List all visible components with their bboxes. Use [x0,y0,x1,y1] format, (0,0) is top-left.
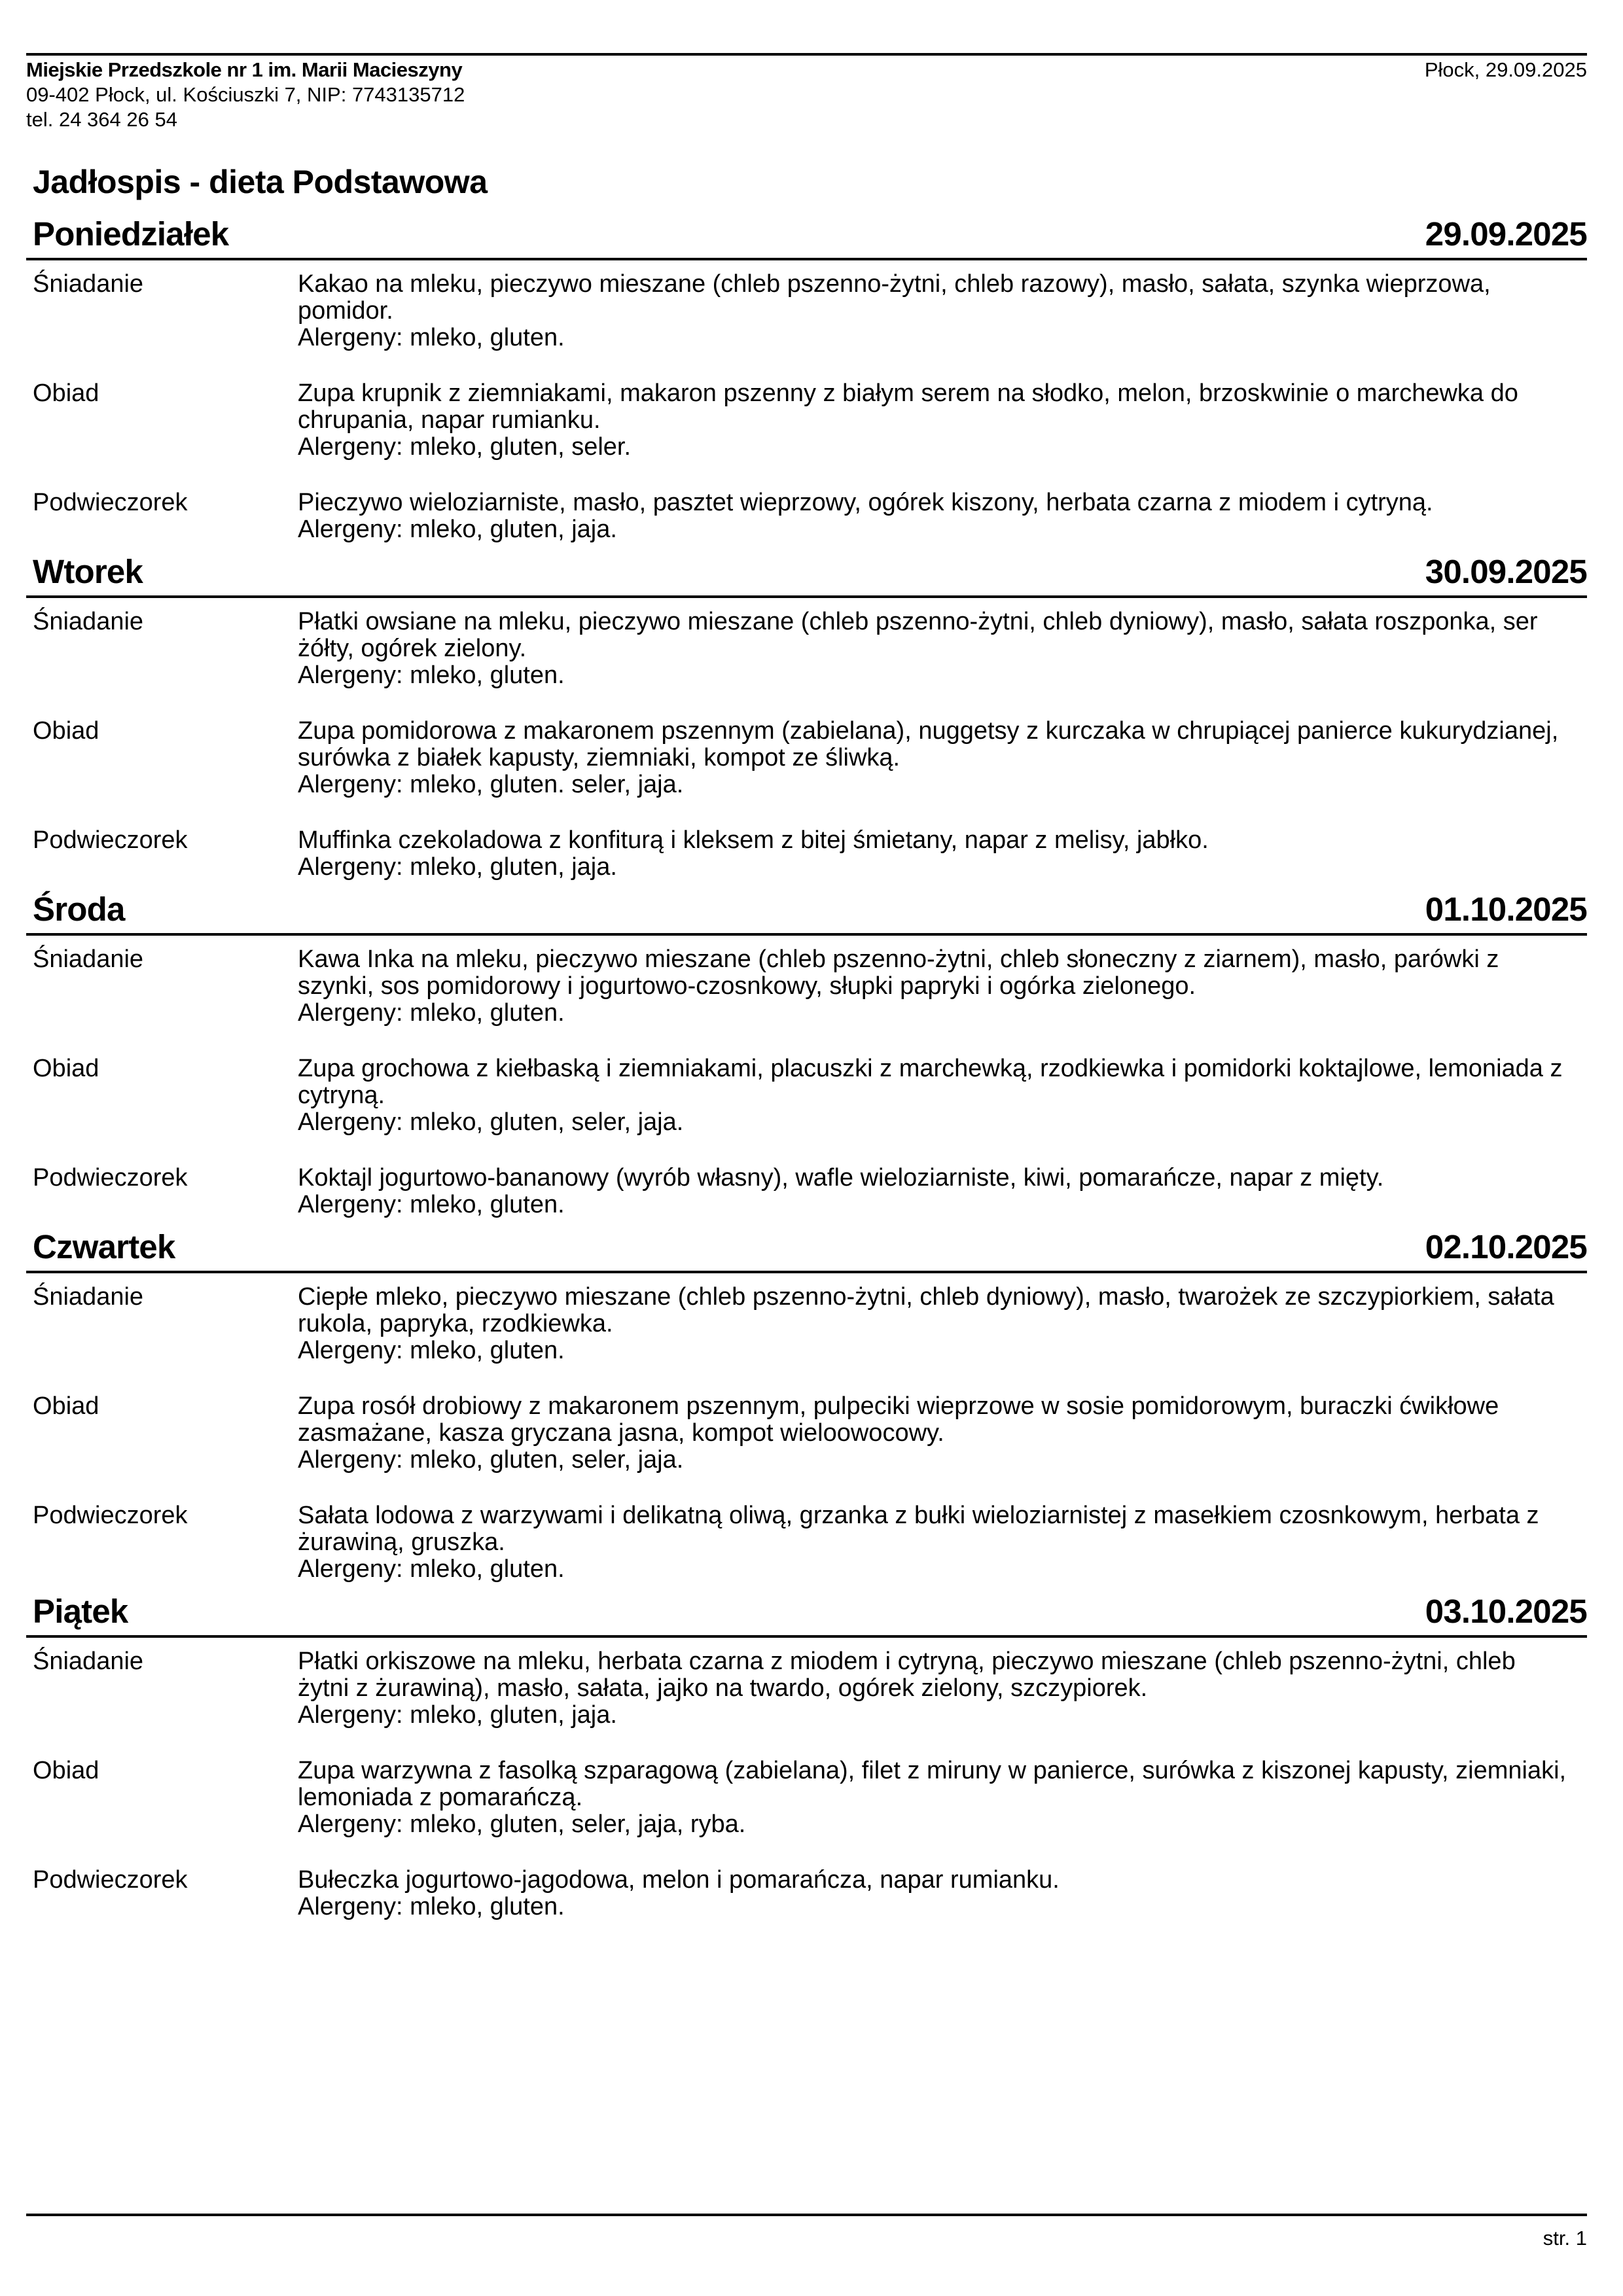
meal-body [298,1390,1587,1474]
meal-body [298,1646,1587,1729]
page-number: str. 1 [1543,2227,1587,2250]
meal-row [33,715,1587,798]
meal-allergens: Alergeny: mleko, gluten. [298,999,565,1027]
meal-label: Śniadanie [33,608,144,635]
day-date: 01.10.2025 [1425,891,1587,928]
meal-description: Kakao na mleku, pieczywo mieszane (chleb pszenno-żytni, chleb razowy), masło, sałata, szynka wieprzowa, pomidor. [298,270,1491,325]
meal-allergens: Alergeny: mleko, gluten, jaja. [298,1701,617,1729]
day-heading [26,551,1587,598]
meal-allergens: Alergeny: mleko, gluten. [298,662,565,689]
meal-allergens: Alergeny: mleko, gluten, seler, jaja, ryba. [298,1810,746,1838]
weekly-menu [33,213,1587,1928]
meal-label: Obiad [33,717,99,745]
meal-allergens: Alergeny: mleko, gluten. [298,1555,565,1583]
day-section [33,1226,1587,1583]
meal-description: Muffinka czekoladowa z konfiturą i kleksem z bitej śmietany, napar z melisy, jabłko. [298,826,1209,854]
meal-list [33,936,1587,1218]
meal-row [33,1500,1587,1583]
day-name: Środa [33,891,125,928]
meal-list [33,598,1587,881]
meal-description: Bułeczka jogurtowo-jagodowa, melon i pomarańcza, napar rumianku. [298,1866,1060,1894]
meal-row [33,378,1587,461]
meal-body [298,378,1587,461]
meal-row [33,1162,1587,1218]
meal-allergens: Alergeny: mleko, gluten, seler, jaja. [298,1108,684,1136]
day-name: Poniedziałek [33,215,229,253]
meal-allergens: Alergeny: mleko, gluten, jaja. [298,516,617,543]
meal-row [33,944,1587,1027]
meal-body [298,1500,1587,1583]
day-date: 02.10.2025 [1425,1228,1587,1265]
meal-row [33,487,1587,543]
meal-label: Obiad [33,380,99,407]
day-section [33,551,1587,881]
meal-allergens: Alergeny: mleko, gluten, jaja. [298,853,617,881]
header-divider [26,53,1587,56]
meal-body [298,1755,1587,1838]
meal-description: Sałata lodowa z warzywami i delikatną oliwą, grzanka z bułki wieloziarnistej z masełkiem czosnkowym, herbata z żurawiną, gruszka. [298,1502,1539,1556]
day-heading [26,213,1587,260]
day-name: Wtorek [33,553,143,590]
meal-list [33,1638,1587,1920]
day-heading [26,1591,1587,1638]
meal-description: Zupa warzywna z fasolką szparagową (zabielana), filet z miruny w panierce, surówka z kiszonej kapusty, ziemniaki, lemoniada z pomarańczą. [298,1757,1567,1811]
meal-description: Zupa rosół drobiowy z makaronem pszennym, pulpeciki wieprzowe w sosie pomidorowym, buraczki ćwikłowe zasmażane, kasza gryczana jasna, kompot wieloowocowy. [298,1392,1499,1447]
institution-header [26,58,465,132]
meal-body [298,1162,1587,1218]
meal-description: Zupa pomidorowa z makaronem pszennym (zabielana), nuggetsy z kurczaka w chrupiącej panierce kukurydzianej, surówka z białek kapusty, ziemniaki, kompot ze śliwką. [298,717,1559,771]
meal-label: Obiad [33,1055,99,1082]
document-title: Jadłospis - dieta Podstawowa [33,164,488,200]
meal-description: Zupa krupnik z ziemniakami, makaron pszenny z białym serem na słodko, melon, brzoskwinie o marchewka do chrupania, napar rumianku. [298,380,1518,434]
meal-allergens: Alergeny: mleko, gluten. [298,1191,565,1218]
day-date: 29.09.2025 [1425,215,1587,253]
meal-body [298,944,1587,1027]
meal-label: Podwieczorek [33,826,188,854]
meal-allergens: Alergeny: mleko, gluten. [298,1337,565,1364]
footer-divider [26,2214,1587,2216]
meal-body [298,824,1587,881]
institution-phone: tel. 24 364 26 54 [26,108,177,131]
day-heading [26,1226,1587,1273]
meal-label: Podwieczorek [33,1866,188,1894]
meal-allergens: Alergeny: mleko, gluten, seler. [298,433,632,461]
meal-description: Zupa grochowa z kiełbaską i ziemniakami, placuszki z marchewką, rzodkiewka i pomidorki koktajlowe, lemoniada z cytryną. [298,1055,1563,1109]
day-name: Czwartek [33,1228,175,1265]
meal-description: Ciepłe mleko, pieczywo mieszane (chleb pszenno-żytni, chleb dyniowy), masło, twarożek ze szczypiorkiem, sałata rukola, papryka, rzodkiewka. [298,1283,1554,1337]
meal-label: Podwieczorek [33,489,188,516]
day-section [33,1591,1587,1920]
document-place-date: Płock, 29.09.2025 [1424,58,1587,81]
meal-description: Płatki owsiane na mleku, pieczywo mieszane (chleb pszenno-żytni, chleb dyniowy), masło, sałata roszponka, ser żółty, ogórek zielony. [298,608,1538,662]
meal-body [298,268,1587,351]
meal-body [298,1281,1587,1364]
meal-row [33,1281,1587,1364]
meal-row [33,1646,1587,1729]
meal-label: Śniadanie [33,1648,144,1675]
meal-label: Śniadanie [33,945,144,973]
meal-row [33,824,1587,881]
meal-body [298,715,1587,798]
day-date: 03.10.2025 [1425,1593,1587,1630]
meal-description: Kawa Inka na mleku, pieczywo mieszane (chleb pszenno-żytni, chleb słoneczny z ziarnem), masło, parówki z szynki, sos pomidorowy i jogurtowo-czosnkowy, słupki papryki i ogórka zielonego. [298,945,1499,1000]
meal-allergens: Alergeny: mleko, gluten. seler, jaja. [298,771,684,798]
meal-label: Podwieczorek [33,1164,188,1192]
meal-body [298,487,1587,543]
meal-allergens: Alergeny: mleko, gluten. [298,324,565,351]
meal-body [298,1053,1587,1136]
meal-description: Pieczywo wieloziarniste, masło, pasztet wieprzowy, ogórek kiszony, herbata czarna z miodem i cytryną. [298,489,1433,516]
meal-row [33,606,1587,689]
institution-address: 09-402 Płock, ul. Kościuszki 7, NIP: 7743135712 [26,83,465,106]
day-heading [26,889,1587,936]
meal-row [33,268,1587,351]
meal-label: Obiad [33,1757,99,1784]
meal-label: Obiad [33,1392,99,1420]
meal-label: Śniadanie [33,1283,144,1311]
meal-body [298,1864,1587,1920]
meal-row [33,1864,1587,1920]
meal-label: Śniadanie [33,270,144,298]
day-section [33,213,1587,543]
meal-row [33,1390,1587,1474]
meal-label: Podwieczorek [33,1502,188,1529]
meal-row [33,1053,1587,1136]
day-section [33,889,1587,1218]
meal-body [298,606,1587,689]
meal-list [33,1273,1587,1583]
meal-allergens: Alergeny: mleko, gluten, seler, jaja. [298,1446,684,1474]
meal-list [33,260,1587,543]
day-date: 30.09.2025 [1425,553,1587,590]
meal-description: Płatki orkiszowe na mleku, herbata czarna z miodem i cytryną, pieczywo mieszane (chleb pszenno-żytni, chleb żytni z żurawiną), masło, sałata, jajko na twardo, ogórek zielony, szczypiorek. [298,1648,1516,1702]
meal-row [33,1755,1587,1838]
meal-description: Koktajl jogurtowo-bananowy (wyrób własny), wafle wieloziarniste, kiwi, pomarańcze, napar z mięty. [298,1164,1384,1192]
day-name: Piątek [33,1593,128,1630]
institution-name: Miejskie Przedszkole nr 1 im. Marii Macieszyny [26,58,463,81]
meal-allergens: Alergeny: mleko, gluten. [298,1893,565,1920]
